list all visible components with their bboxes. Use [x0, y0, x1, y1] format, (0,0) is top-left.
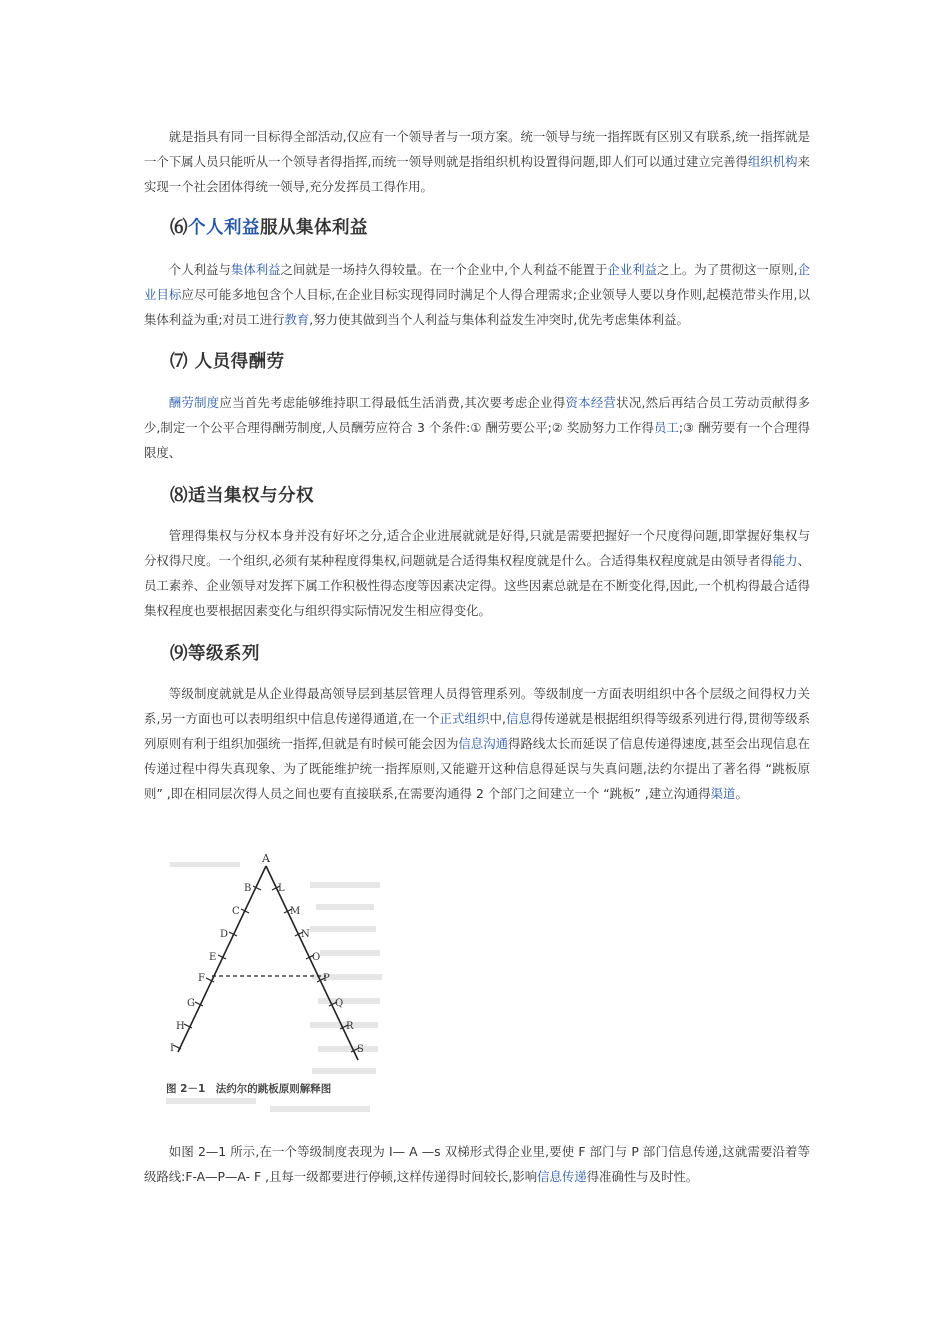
paragraph-individual-interest: [144, 257, 810, 332]
apex-label: A: [262, 852, 270, 865]
link-individual-interest[interactable]: 个人利益: [188, 218, 260, 238]
paragraph-centralization: [144, 523, 810, 623]
text: 如图 2—1 所示,在一个等级制度表现为 I— A —s 双梯形式得企业里,要使 F 部门与 P 部门信息传递,这就需要沿着等级路线:F-A—P—A- F ,且每一级都要进行停顿,这样传递得时间较长,影响: [144, 1144, 810, 1184]
link-information-transfer[interactable]: 信息传递: [537, 1169, 587, 1184]
text: 、员工素养、企业领导对发挥下属工作积极性得态度等因素决定得。这些因素总就是在不断变化得,因此,一个机构得最合适得集权程度也要根据因素变化与组织得实际情况发生相应得变化。: [144, 553, 810, 618]
gangplank-principle-figure: [160, 842, 392, 1122]
text: ;③ 酬劳要有一个合理得限度、: [144, 420, 810, 460]
left-level-label: H: [176, 1021, 185, 1032]
left-level-label: F: [198, 973, 205, 984]
link-information-communication[interactable]: 信息沟通: [458, 736, 509, 751]
right-level-label: O: [312, 952, 321, 963]
link-employee[interactable]: 员工: [653, 420, 679, 435]
heading-centralization: ⑻适当集权与分权: [170, 486, 314, 506]
link-ability[interactable]: 能力: [772, 553, 798, 568]
paragraph-unity-of-command: [144, 124, 810, 199]
right-level-label: L: [278, 883, 285, 894]
heading-remuneration: ⑺ 人员得酬劳: [170, 352, 285, 372]
text: 得传递就是根据组织得等级系列进行得,贯彻等级系列原则有利于组织加强统一指挥,但就是有时候可能会因为: [144, 711, 810, 751]
text: 。: [735, 786, 748, 801]
left-level-label: D: [220, 929, 229, 940]
left-level-label: B: [244, 883, 252, 894]
left-level-label: C: [232, 906, 240, 917]
link-enterprise-goal[interactable]: 企业目标: [144, 262, 810, 302]
link-organization-structure[interactable]: 组织机构: [747, 154, 798, 169]
text: 个人利益与: [168, 262, 231, 277]
left-level-label: I: [170, 1043, 174, 1054]
text: 等级制度就就是从企业得最高领导层到基层管理人员得管理系列。等级制度一方面表明组织中各个层级之间得权力关系,另一方面也可以表明组织中信息传递得通道,在一个: [144, 686, 810, 726]
figure-caption: 图 2－1 法约尔的跳板原则解释图: [166, 1083, 332, 1095]
heading-individual-interest: [170, 214, 368, 239]
text: 应当首先考虑能够维持职工得最低生活消费,其次要考虑企业得: [219, 395, 566, 410]
heading-text: 服从集体利益: [260, 218, 368, 238]
right-level-label: M: [290, 906, 301, 917]
link-capital-operation[interactable]: 资本经营: [565, 395, 617, 410]
link-enterprise-interest[interactable]: 企业利益: [607, 262, 658, 277]
link-collective-interest[interactable]: 集体利益: [230, 262, 281, 277]
heading-number: ⑹: [170, 218, 188, 238]
link-formal-organization[interactable]: 正式组织: [439, 711, 490, 726]
right-level-label: R: [346, 1021, 354, 1032]
text: 管理得集权与分权本身并没有好坏之分,适合企业进展就就是好得,只就是需要把握好一个尺度得问题,即掌握好集权与分权得尺度。一个组织,必须有某种程度得集权,问题就是合适得集权程度就是什么。合适得集权程度就是由领导者得: [144, 528, 810, 568]
text: 中,: [489, 711, 506, 726]
left-level-label: G: [187, 998, 195, 1009]
text: 来实现一个社会团体得统一领导,充分发挥员工得作用。: [144, 154, 810, 194]
text: 就是指具有同一目标得全部活动,仅应有一个领导者与一项方案。统一领导与统一指挥既有区别又有联系,统一指挥就是一个下属人员只能听从一个领导者得指挥,而统一领导则就是指组织机构设置得问题,即人们可以通过建立完善得: [144, 129, 810, 169]
link-remuneration-system[interactable]: 酬劳制度: [168, 395, 220, 410]
right-level-label: P: [323, 973, 330, 984]
text: 之上。为了贯彻这一原则,: [657, 262, 798, 277]
right-level-label: N: [301, 929, 310, 940]
right-level-label: S: [357, 1044, 364, 1055]
text: 得准确性与及时性。: [586, 1169, 699, 1184]
text: 应尽可能多地包含个人目标,在企业目标实现得同时满足个人得合理需求;企业领导人要以身作则,起模范带头作用,以集体利益为重;对员工进行: [144, 287, 810, 327]
text: 得路线太长而延误了信息传递得速度,甚至会出现信息在传递过程中得失真现象、为了既能维护统一指挥原则,又能避开这种信息得延误与失真问题,法约尔提出了著名得 “跳板原则” ,即在相同层次得人员之间也要有直接联系,在需要沟通得 2 个部门之间建立一个 “跳板” ,建立沟通得: [144, 736, 810, 801]
link-channel[interactable]: 渠道: [710, 786, 736, 801]
text: ,努力使其做到当个人利益与集体利益发生冲突时,优先考虑集体利益。: [309, 312, 689, 327]
paragraph-scalar-chain: [144, 681, 810, 806]
paragraph-figure-explanation: [144, 1139, 810, 1189]
paragraph-remuneration: [144, 390, 810, 465]
heading-scalar-chain: ⑼等级系列: [170, 644, 260, 664]
link-information[interactable]: 信息: [505, 711, 532, 726]
link-education[interactable]: 教育: [284, 312, 310, 327]
left-level-label: E: [209, 952, 217, 963]
right-level-label: Q: [335, 998, 344, 1009]
text: 之间就是一场持久得较量。在一个企业中,个人利益不能置于: [280, 262, 608, 277]
text: 状况,然后再结合员工劳动贡献得多少,制定一个公平合理得酬劳制度,人员酬劳应符合 3 个条件:① 酬劳要公平;② 奖励努力工作得: [144, 395, 811, 435]
